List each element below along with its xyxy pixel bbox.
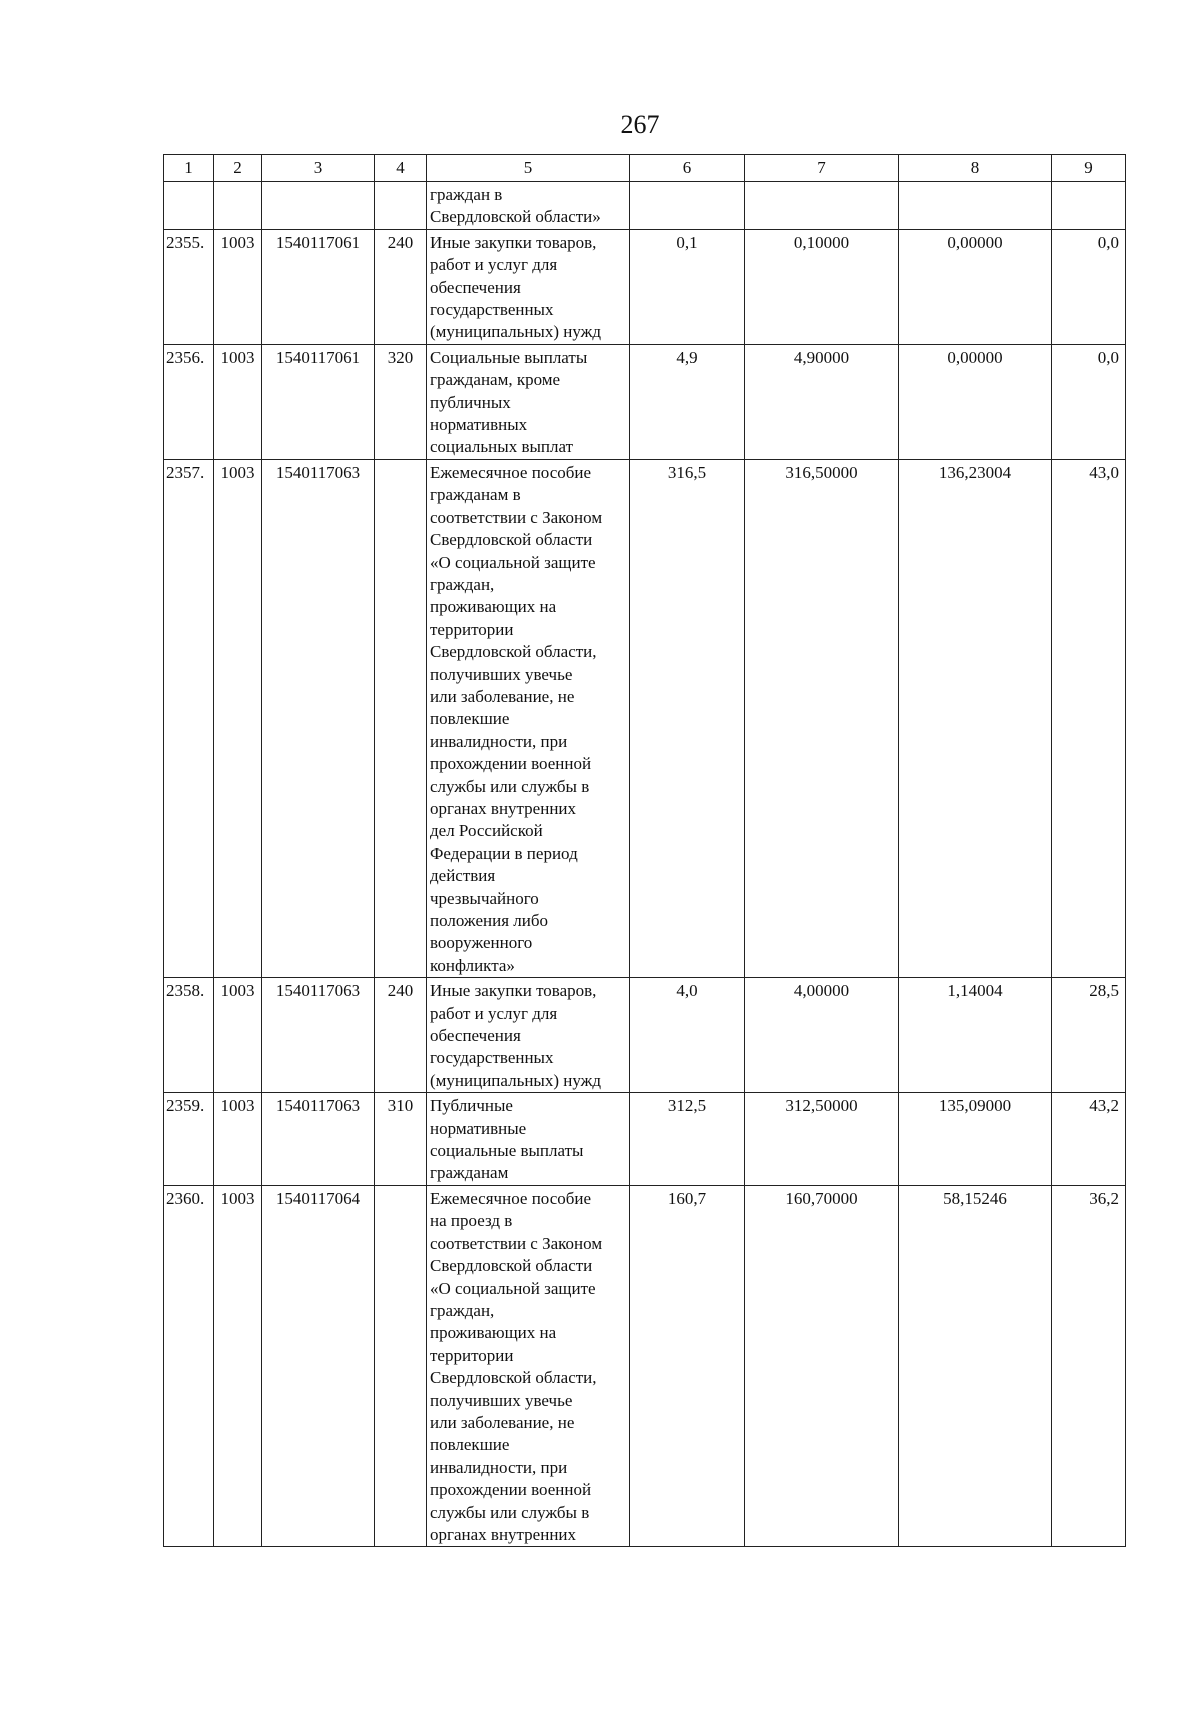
- table-row: [164, 459, 1126, 977]
- expense-type: [375, 182, 427, 230]
- table-row: [164, 344, 1126, 459]
- col-header-3: 3: [262, 155, 375, 182]
- col-header-4: 4: [375, 155, 427, 182]
- col-header-5: 5: [427, 155, 630, 182]
- row-number: 2356.: [164, 344, 214, 459]
- description: Иные закупки товаров, работ и услуг для обеспечения государственных (муниципальных) нужд: [427, 229, 630, 344]
- col-header-6: 6: [630, 155, 745, 182]
- section-code: 1003: [214, 1093, 262, 1186]
- value-col7: 0,10000: [745, 229, 899, 344]
- value-col8: 0,00000: [899, 344, 1052, 459]
- value-col8: 1,14004: [899, 978, 1052, 1093]
- description: Ежемесячное пособие на проезд в соответствии с Законом Свердловской области «О социальной защите граждан, проживающих на территории Свердловской области, получивших увечье или заболевание, не повлекшие инвалидности, при прохождении военной службы или службы в органах внутренних: [427, 1185, 630, 1547]
- value-col7: 4,90000: [745, 344, 899, 459]
- row-number: 2355.: [164, 229, 214, 344]
- table-row: [164, 978, 1126, 1093]
- target-code: [262, 182, 375, 230]
- value-col6: 312,5: [630, 1093, 745, 1186]
- col-header-2: 2: [214, 155, 262, 182]
- value-col8: 58,15246: [899, 1185, 1052, 1547]
- row-number: 2358.: [164, 978, 214, 1093]
- value-col6: 316,5: [630, 459, 745, 977]
- value-col7: [745, 182, 899, 230]
- section-code: 1003: [214, 229, 262, 344]
- section-code: 1003: [214, 978, 262, 1093]
- row-number: [164, 182, 214, 230]
- value-col6: 0,1: [630, 229, 745, 344]
- value-col8: 136,23004: [899, 459, 1052, 977]
- table-row: [164, 1185, 1126, 1547]
- col-header-8: 8: [899, 155, 1052, 182]
- col-header-1: 1: [164, 155, 214, 182]
- value-col7: 4,00000: [745, 978, 899, 1093]
- description: Социальные выплаты гражданам, кроме публичных нормативных социальных выплат: [427, 344, 630, 459]
- value-col8: 0,00000: [899, 229, 1052, 344]
- table-row: [164, 1093, 1126, 1186]
- target-code: 1540117064: [262, 1185, 375, 1547]
- table-row: [164, 182, 1126, 230]
- section-code: 1003: [214, 459, 262, 977]
- expense-type: 240: [375, 229, 427, 344]
- description: Публичные нормативные социальные выплаты гражданам: [427, 1093, 630, 1186]
- target-code: 1540117061: [262, 344, 375, 459]
- header-row: [164, 155, 1126, 182]
- value-col9: 36,2: [1052, 1185, 1126, 1547]
- expense-type: 310: [375, 1093, 427, 1186]
- target-code: 1540117063: [262, 1093, 375, 1186]
- value-col6: 4,9: [630, 344, 745, 459]
- target-code: 1540117063: [262, 978, 375, 1093]
- section-code: 1003: [214, 1185, 262, 1547]
- budget-table: [163, 154, 1126, 1547]
- value-col9: [1052, 182, 1126, 230]
- value-col9: 0,0: [1052, 229, 1126, 344]
- row-number: 2357.: [164, 459, 214, 977]
- value-col7: 160,70000: [745, 1185, 899, 1547]
- section-code: 1003: [214, 344, 262, 459]
- row-number: 2360.: [164, 1185, 214, 1547]
- value-col9: 43,2: [1052, 1093, 1126, 1186]
- description: Ежемесячное пособие гражданам в соответствии с Законом Свердловской области «О социальной защите граждан, проживающих на территории Свердловской области, получивших увечье или заболевание, не повлекшие инвалидности, при прохождении военной службы или службы в органах внутренних дел Российской Федерации в период действия чрезвычайного положения либо вооруженного конфликта»: [427, 459, 630, 977]
- description: Иные закупки товаров, работ и услуг для обеспечения государственных (муниципальных) нужд: [427, 978, 630, 1093]
- value-col8: [899, 182, 1052, 230]
- value-col7: 316,50000: [745, 459, 899, 977]
- row-number: 2359.: [164, 1093, 214, 1186]
- expense-type: [375, 459, 427, 977]
- col-header-9: 9: [1052, 155, 1126, 182]
- value-col7: 312,50000: [745, 1093, 899, 1186]
- value-col9: 28,5: [1052, 978, 1126, 1093]
- value-col9: 43,0: [1052, 459, 1126, 977]
- value-col9: 0,0: [1052, 344, 1126, 459]
- target-code: 1540117061: [262, 229, 375, 344]
- expense-type: [375, 1185, 427, 1547]
- value-col8: 135,09000: [899, 1093, 1052, 1186]
- table-row: [164, 229, 1126, 344]
- expense-type: 240: [375, 978, 427, 1093]
- page-number: 267: [620, 110, 660, 139]
- section-code: [214, 182, 262, 230]
- value-col6: 4,0: [630, 978, 745, 1093]
- description: граждан в Свердловской области»: [427, 182, 630, 230]
- col-header-7: 7: [745, 155, 899, 182]
- target-code: 1540117063: [262, 459, 375, 977]
- expense-type: 320: [375, 344, 427, 459]
- value-col6: 160,7: [630, 1185, 745, 1547]
- value-col6: [630, 182, 745, 230]
